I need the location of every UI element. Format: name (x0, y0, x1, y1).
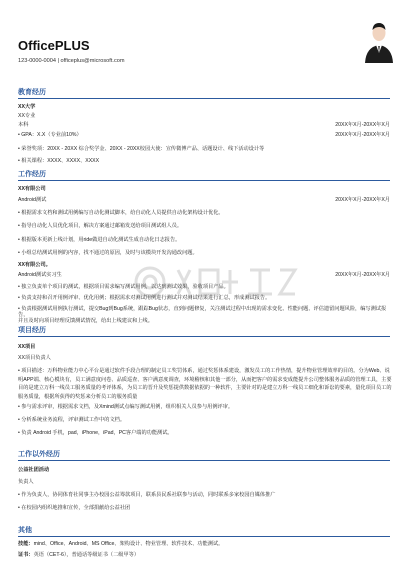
education-bullet: • 相关课程：XXXX、XXXX、XXXX (18, 158, 99, 164)
other-title: 其他 (18, 527, 32, 534)
work-section (18, 170, 390, 181)
activity-bullet: • 在校园内组织地推和宣传，全部捐献给公益社团 (18, 505, 130, 511)
project-section (18, 326, 390, 337)
activity-name: 公益社团活动 (18, 467, 50, 473)
project-name: XX项目 (18, 344, 36, 350)
job-role: Android测试实习生 (18, 272, 62, 278)
job-bullet-continued: 并且及时向项目经理反馈测试情况，给出上线建议和上线。 (18, 318, 153, 324)
job-bullet: • 负责支持和召开用例评审、优化用例；根据需求对测试用例进行测试并对测试结果进行汇总，形成测试报告。 (18, 295, 270, 301)
job-role: Android测试 (18, 197, 47, 203)
company-name: XX有限公司 (18, 186, 46, 192)
divider (18, 536, 390, 537)
divider (18, 460, 390, 461)
certificates-label: 证书： (18, 552, 34, 558)
skills-label: 技能： (18, 541, 34, 547)
project-bullet: • 分析系统业务流程，评审测试工作中的文档。 (18, 417, 125, 423)
job-date: 20XX年X月-20XX年X月 (335, 272, 390, 278)
other-section (18, 526, 390, 537)
skills-line (18, 541, 223, 547)
job-bullet: • 指导自动化人员优化项目，解决方案通过邮箱发送给项目测试组人员。 (18, 223, 182, 229)
project-title: 项目经历 (18, 327, 46, 334)
education-title: 教育经历 (18, 89, 46, 96)
avatar (364, 21, 394, 63)
skills-value: mind、Office、Android、MS Office、架构设计、物业管理、软件技术、功能测试。 (33, 541, 224, 547)
extra-experience-section (18, 450, 390, 461)
education-date-secondary: 20XX年X月-20XX年X月 (335, 132, 390, 138)
contact-info: 123-0000-0004 | officeplus@microsoft.com (18, 58, 125, 64)
education-bullet: • GPA：X.X（专业前10%） (18, 132, 82, 138)
education-date: 20XX年X月-20XX年X月 (335, 122, 390, 128)
activity-role: 负责人 (18, 479, 34, 485)
candidate-name: OfficePLUS (18, 38, 90, 53)
job-bullet: • 小组总结测试用例的内容，找不通过的原因，及时与该模块开发沟通改问题。 (18, 250, 198, 256)
school-name: XX大学 (18, 104, 36, 110)
divider (18, 336, 390, 337)
activity-bullet: • 作为负责人，协同体育社同事主办校园公益筹款项目，联系县民系社联参与活动，同时联系多家校园自媒体推广 (18, 492, 275, 498)
extra-experience-title: 工作以外经历 (18, 451, 60, 458)
job-bullet: • 负责根据测试用例执行测试，提交Bug到Bug系统，跟踪Bug状态，直到问题修复，关注测试过程中出现的需求变化、性能问题、评估遗留问题风险，编写测试报告， (18, 306, 394, 318)
divider (18, 98, 390, 99)
divider (18, 180, 390, 181)
job-bullet: • 根据版本更新上线计划，用ride做进自动化测试生成自动化日志报告。 (18, 237, 180, 243)
education-bullet: • 荣誉奖项：20XX - 20XX 综合奖学金、20XX - 20XX校园大使：宣传微博产品、话题设计、线下活动设计等 (18, 146, 264, 152)
certificates-value: 英语（CET-6），普通话等级证书（二级甲等） (33, 552, 140, 558)
education-section (18, 88, 390, 99)
work-title: 工作经历 (18, 171, 46, 178)
certificates-line (18, 552, 139, 558)
project-description: • 项目描述：万科物业能力中心平台是通过软件手段合理的制定员工奖罚体系，通过奖惩体系建设，激发员工的工作热情，提升物业管理效率的目的。分为Web、说明APP端、核心模块有，员工满意度问卷、品质巡查、客户满意度调查，环境稽核和其他一部分，从而把客户的需求变成能提升公司整体服务品质的管理工具，主要目的是建立万科一线员工服务质量的考评体系，为员工的晋升及奖惩提供数据依据的一种软件，主要针对的是建立万科一线员工细化和诉讼的要素，量化项目员工的服务质量，根据所获得的奖惩来分析员工的服务质量 (18, 367, 392, 401)
job-bullet: • 独立负责单个项目的测试，根据项目需求编写测试用例，以达到测试效果，验收项目产品。 (18, 284, 229, 290)
job-date: 20XX年X月-20XX年X月 (335, 197, 390, 203)
job-bullet: • 根据需求文档和测试用例编写自动化测试脚本，给自动化人员提供自动化架构设计优化。 (18, 210, 224, 216)
company-name: XX有限公司。 (18, 262, 51, 268)
major: XX专业 (18, 113, 36, 119)
degree: 本科 (18, 122, 29, 128)
project-bullet: • 参与需求评审，根据需求文档，及Xmind测试点编写测试用例，组织相关人员参与用例评审。 (18, 404, 233, 410)
project-bullet: • 负责 Android 手机，pad，iPhone，iPad，PC客户端的功能测试。 (18, 430, 173, 436)
project-role: XX项目负责人 (18, 355, 51, 361)
watermark-graphic (130, 262, 300, 302)
